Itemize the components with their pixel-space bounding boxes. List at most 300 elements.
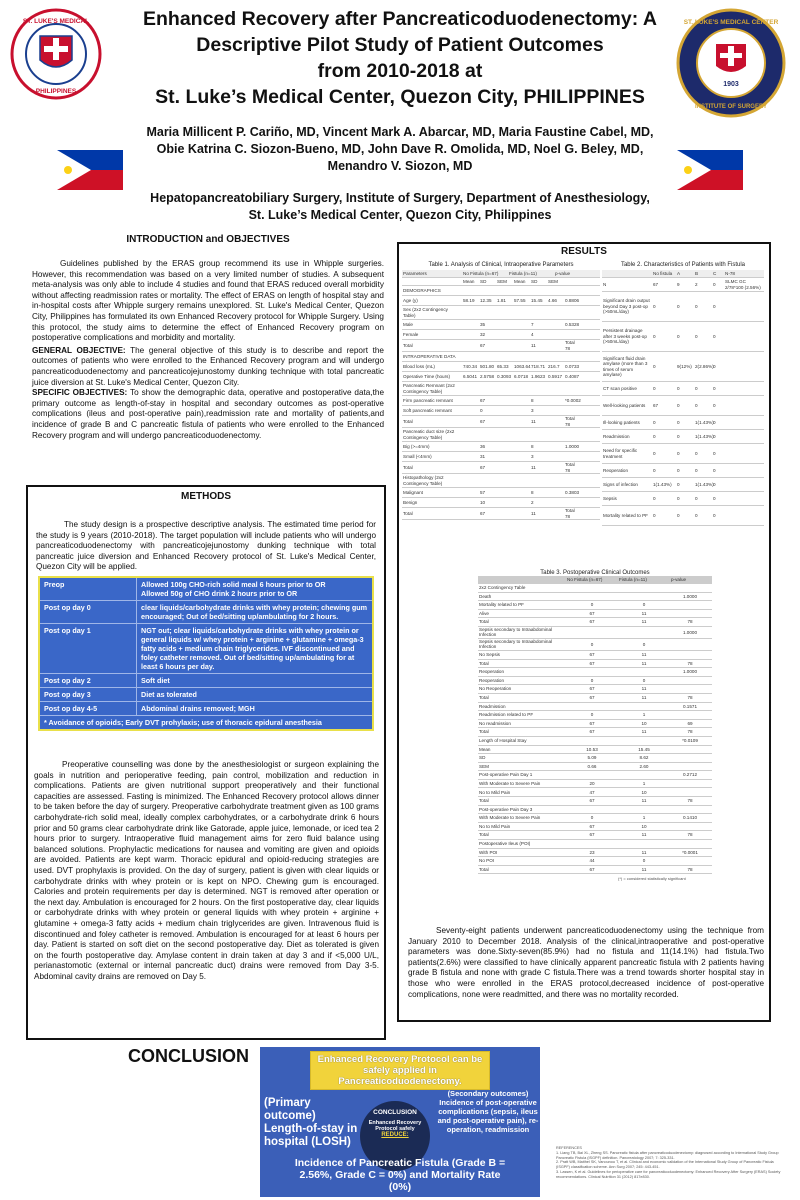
- table-cell: 11: [531, 464, 536, 470]
- protocol-text: Soft diet: [136, 674, 372, 687]
- table-cell: 8: [531, 489, 534, 495]
- table-cell: Big (>=4mm): [403, 443, 430, 449]
- table-cell: 10: [641, 789, 647, 795]
- table-row: [478, 618, 712, 627]
- table-2-title: Table 2. Characteristics of Patients with Fistula: [620, 262, 746, 268]
- table-cell: 0: [653, 419, 656, 425]
- table-cell: 10: [480, 499, 486, 505]
- table-cell: *0.0002: [565, 397, 581, 403]
- results-paragraph: Seventy-eight patients underwent pancreaticoduodenectomy using the technique from January 2010 to December 2018. Analysis of the clinical,intraoperative and post-operative parameters was done.Sixty-seven(85.9%) had no fistula and 11(14.1%) had fistula.Two patients(2.6%) were classified to have clinically apparent pancreatic fistula with 2 patients having grade B fistula and none with grade C fistula.There was a trend towards shorter hospital stay in those who were enrolled in the ERAS protocol,decreased incidence of post-operative complications, none were readmitted, and there was no mortality recorded.: [408, 926, 764, 999]
- title-line: from 2010-2018 at: [317, 60, 483, 82]
- table-row: [478, 788, 712, 797]
- table-cell: 0.1571: [682, 703, 698, 709]
- table-cell: 2: [695, 281, 698, 287]
- table-cell: 8: [531, 397, 534, 403]
- table-cell: 3: [531, 407, 534, 413]
- table-row: [402, 406, 600, 416]
- protocol-text: NGT out; clear liquids/carbohydrate drinks with whey protein or general liquids w/ whey protein + arginine + glutamine + omega-3 fatty acids + medium chain triglycerides. IVF discontinued and foley catheter removed. Out of bed/sitting up/ambulating for at least 6 hours per day.: [136, 624, 372, 673]
- table-cell: *0.0109: [682, 737, 698, 743]
- table-row: [602, 492, 764, 506]
- table-cell: 32: [480, 331, 486, 337]
- table-cell: 0: [590, 677, 594, 683]
- table-row: [402, 442, 600, 452]
- protocol-row: [40, 702, 372, 716]
- table-cell: 1.9623: [531, 373, 546, 379]
- table-row: [602, 322, 764, 352]
- table-cell: 501.80: [480, 363, 495, 369]
- table-subheader: [402, 278, 600, 286]
- table-cell: 11: [641, 652, 647, 658]
- table-row: [478, 639, 712, 651]
- table-3-note: (*) = considered statistically significant: [618, 876, 686, 882]
- table-cell: 0.5328: [565, 321, 580, 327]
- table-cell: No Sepsis: [479, 652, 500, 658]
- table-cell: 740.34: [463, 363, 478, 369]
- reference-item: 3. Lassen, K et al. Guidelines for perioperative care for pancreaticoduodenectomy: Enhanced Recovery After Surgery (ERAS) Society recommendations. Clinical Nutrition 31 (2012) 817e830.: [556, 1169, 781, 1179]
- table-subheader-cell: Mean: [514, 278, 526, 284]
- table-cell: 0.5917: [548, 373, 563, 379]
- protocol-day: Post op day 1: [44, 626, 91, 635]
- intro-paragraph: Guidelines published by the ERAS group recommend its use in Whipple surgeries. However, this recommendation was based on a very limited number of studies. A subsequent meta-analysis was only able to include 4 studies and found that ERAS reduced overall morbidity without affecting readmission rates or mortality. The effect of ERAS on length of hospital stay and in-hospital costs after Whipple surgery remains unexplored. St. Luke's Medical Center, Quezon City, Philippines has formulated its own Enhanced Recovery protocol for Whipple Surgery. Using this protocol, the study aims to determine the effect of Enhanced Recovery program on postoperative complications and morbidity and mortality.: [32, 259, 384, 343]
- table-cell: Total: [479, 729, 489, 735]
- table-cell: 78: [687, 832, 693, 838]
- table-cell: 0: [590, 815, 594, 821]
- author-line: Menandro V. Siozon, MD: [327, 159, 473, 173]
- table-cell: 11: [641, 866, 647, 872]
- table-cell: 78: [687, 729, 693, 735]
- table-cell: 0: [653, 433, 656, 439]
- table-cell: 44: [589, 858, 595, 864]
- table-cell: 1.0000: [682, 593, 698, 599]
- table-cell: 67: [589, 694, 595, 700]
- table-cell: 11: [641, 619, 647, 625]
- table-row: [402, 330, 600, 340]
- table-cell: Total 78: [565, 340, 575, 351]
- table-cell: 0: [677, 495, 680, 501]
- table-cell: 57.55: [514, 297, 526, 303]
- table-row: [478, 703, 712, 712]
- table-cell: 0: [653, 495, 656, 501]
- table-header: [402, 270, 600, 278]
- table-cell: Mortality related to PF: [603, 512, 648, 518]
- table-cell: N: [603, 281, 607, 287]
- table-cell: 0: [653, 385, 656, 391]
- table-row: [478, 728, 712, 737]
- table-cell: 0: [713, 419, 716, 425]
- table-row: [402, 286, 600, 296]
- table-cell: 57: [480, 489, 486, 495]
- table-cell: No Reoperation: [479, 686, 512, 692]
- protocol-day: Post op day 0: [44, 603, 91, 612]
- table-cell: Reoperation: [479, 677, 505, 683]
- table-header-cell: p-value: [555, 270, 571, 276]
- table-cell: 11: [531, 418, 536, 424]
- table-row: [478, 771, 712, 780]
- protocol-row: [40, 688, 372, 702]
- table-cell: 23: [589, 849, 595, 855]
- table-row: [402, 320, 600, 330]
- table-row: [478, 754, 712, 763]
- table-row: [602, 430, 764, 444]
- table-cell: Histopathology (2x2 Contingency Table): [403, 475, 444, 486]
- table-cell: 0: [695, 512, 698, 518]
- table-cell: Significant drain output beyond Day 3 post-op (>50mL/day): [603, 298, 650, 315]
- table-cell: 0: [713, 512, 716, 518]
- table-cell: Total: [403, 510, 413, 516]
- table-cell: With Moderate to Severe Pain: [479, 815, 541, 821]
- table-cell: 15.45: [638, 746, 650, 752]
- table-cell: 1: [642, 815, 646, 821]
- poster-title: [100, 6, 700, 110]
- table-cell: 0: [653, 303, 656, 309]
- table-row: [478, 866, 712, 875]
- table-cell: 78: [687, 619, 693, 625]
- conclusion-bottom: Incidence of Pancreatic Fistula (Grade B = 2.56%, Grade C = 0%) and Mortality Rate (0%): [294, 1157, 506, 1193]
- table-cell: 67: [589, 660, 595, 666]
- svg-text:INSTITUTE OF SURGERY: INSTITUTE OF SURGERY: [694, 104, 768, 110]
- table-cell: Total: [479, 866, 489, 872]
- table-cell: 5.09: [587, 755, 597, 761]
- general-objective-text: The general objective of this study is to describe and report the outcomes of patients who were enrolled to the Enhanced Recovery program and will undergo pancreaticoduodenectomy and pancreaticojejunostomy dunking technique with total pancreatic juice diversion at St. Luke's Medical Center, Quezon City.: [32, 345, 384, 387]
- table-row: [402, 396, 600, 406]
- table-cell: Total: [403, 464, 413, 470]
- table-row: [478, 651, 712, 660]
- table-cell: 67: [480, 342, 486, 348]
- intro-title: INTRODUCTION and OBJECTIVES: [126, 234, 290, 245]
- table-cell: Total 78: [565, 508, 575, 519]
- table-cell: INTRAOPERATIVE DATA: [403, 353, 456, 359]
- protocol-row: [40, 578, 372, 601]
- table-row: [402, 416, 600, 428]
- table-cell: 0: [590, 641, 594, 647]
- table-cell: 10: [641, 720, 647, 726]
- protocol-row: [40, 674, 372, 688]
- table-cell: Firm pancreatic remnant: [403, 397, 453, 403]
- protocol-text: clear liquids/carbohydrate drinks with whey protein; chewing gum encouraged; Out of bed/sitting up/ambulating for 2 hours.: [136, 601, 372, 623]
- table-header-cell: No fistula: [653, 270, 673, 276]
- table-row: [402, 340, 600, 352]
- table-cell: Total: [479, 798, 489, 804]
- table-row: [602, 478, 764, 492]
- table-row: [478, 685, 712, 694]
- table-cell: CT scan positive: [603, 385, 637, 391]
- affiliation-line: St. Luke’s Medical Center, Quezon City, Philippines: [248, 208, 552, 222]
- table-cell: Blood loss (mL): [403, 363, 435, 369]
- table-cell: Significant fluid drain amylase (more than 3 times of serum amylase): [603, 355, 648, 377]
- table-cell: 67: [480, 464, 486, 470]
- table-cell: 0: [695, 385, 698, 391]
- table-cell: Mortality related to PF: [479, 602, 524, 608]
- methods-title: METHODS: [181, 491, 231, 502]
- table-cell: Postoperative Ileus (POI): [479, 841, 531, 847]
- table-cell: Sepsis secondary to Intraabdominal Infection: [479, 638, 553, 650]
- table-cell: 0: [713, 450, 716, 456]
- table-cell: 1(1.43%): [695, 419, 714, 425]
- table-cell: 1.0000: [565, 443, 580, 449]
- table-cell: 1(1.43%): [653, 481, 672, 487]
- table-cell: Sepsis: [603, 495, 617, 501]
- center-body: Enhanced Recovery Protocol safely: [368, 1120, 422, 1132]
- table-cell: 78: [687, 866, 693, 872]
- table-cell: Total: [479, 832, 489, 838]
- reference-item: 1. Liang TB, Bai XL, Zheng SS. Pancreatic fistula after pancreaticoduodenectomy: diagnosed according to International Study Group Pancreatic Fistula (ISGPF) definition. Pancreatology 2007; 7: 325-331.: [556, 1150, 779, 1160]
- table-cell: 67: [589, 610, 595, 616]
- table-cell: 0: [677, 512, 680, 518]
- svg-text:ST. LUKE'S MEDICAL: ST. LUKE'S MEDICAL: [22, 18, 90, 25]
- table-cell: 0: [695, 495, 698, 501]
- reference-item: 2. Pratt WB, Maithel SK, Vanounou T, et al. Clinical and economic validation of the International Study Group of Pancreatic Fistula (ISGPF) classification scheme. Ann Surg 2007; 245: 443-451.: [556, 1160, 774, 1170]
- table-row: [402, 488, 600, 498]
- table-row: [402, 452, 600, 462]
- table-cell: 0.3093: [497, 373, 512, 379]
- table-cell: 11: [531, 510, 536, 516]
- table-row: [478, 849, 712, 858]
- table-cell: 67: [589, 619, 595, 625]
- table-cell: 0: [677, 303, 680, 309]
- table-row: [478, 720, 712, 729]
- table-cell: 0.2712: [682, 772, 698, 778]
- table-header: [602, 270, 764, 278]
- table-row: [402, 352, 600, 362]
- table-subheader-cell: SEM: [497, 278, 507, 284]
- table-row: [478, 857, 712, 866]
- table-cell: 10.53: [586, 746, 598, 752]
- table-cell: 216.7: [548, 363, 560, 369]
- methods-paragraph: The study design is a prospective descriptive analysis. The estimated time period for the study is 9 years (2010-2018). The target population will include patients who will undergo pancreaticoduodenectomy with pancreaticojejunostomy dunking technique with total pancreatic juice diversion and Enhanced Recovery protocol of St. Luke's Medical Center, Quezon City will be applied.: [36, 520, 376, 572]
- table-cell: Death: [479, 593, 492, 599]
- table-subheader-cell: SEM: [548, 278, 558, 284]
- general-objective-label: GENERAL OBJECTIVE:: [32, 345, 126, 355]
- table-cell: 1: [642, 780, 646, 786]
- table-cell: 0: [695, 303, 698, 309]
- center-reduce: REDUCE:: [381, 1132, 409, 1138]
- table-row: [478, 627, 712, 639]
- table-cell: Soft pancreatic remnant: [403, 407, 452, 413]
- protocol-row: [40, 624, 372, 674]
- table-cell: 4: [531, 331, 534, 337]
- table-cell: 78: [687, 660, 693, 666]
- table-cell: No to Mild Pain: [479, 823, 511, 829]
- table-cell: 67: [480, 418, 486, 424]
- table-row: [402, 382, 600, 396]
- table-cell: 0.3803: [565, 489, 580, 495]
- table-row: [402, 498, 600, 508]
- affiliation: [110, 190, 690, 224]
- table-cell: Sex (2x2 Contingency Table): [403, 307, 448, 318]
- table-cell: 8: [531, 443, 534, 449]
- table-cell: Length of Hospital Stay: [479, 737, 527, 743]
- table-row: [478, 840, 712, 849]
- references: [556, 1146, 781, 1180]
- svg-text:PHILIPPINES: PHILIPPINES: [35, 88, 77, 95]
- table-cell: 11: [531, 342, 536, 348]
- table-cell: Persistent drainage after 3 weeks post-op (>50mL/day): [603, 328, 647, 345]
- table-cell: Readmission related to PF: [479, 712, 534, 718]
- table-cell: 0: [713, 467, 716, 473]
- table-cell: 47: [589, 789, 595, 795]
- table-cell: 67: [480, 397, 486, 403]
- table-cell: 0: [677, 385, 680, 391]
- table-cell: 0.4087: [565, 373, 580, 379]
- protocol-day: Preop: [44, 580, 65, 589]
- table-cell: 0: [677, 467, 680, 473]
- table-cell: SD: [479, 755, 486, 761]
- table-cell: SEM: [479, 763, 489, 769]
- table-cell: Total 78: [565, 416, 575, 427]
- table-cell: 0: [677, 433, 680, 439]
- table-row: [602, 382, 764, 396]
- table-cell: 0: [677, 402, 680, 408]
- affiliation-line: Hepatopancreatobiliary Surgery, Institute of Surgery, Department of Anesthesiology,: [150, 191, 650, 205]
- table-row: [478, 797, 712, 806]
- table-cell: Post-operative Pain Day 3: [479, 806, 533, 812]
- table-cell: 20: [589, 780, 595, 786]
- table-subheader-cell: SD: [480, 278, 487, 284]
- table-cell: 0: [480, 407, 483, 413]
- table-1: [402, 262, 600, 520]
- table-cell: 4.66: [548, 297, 557, 303]
- table-row: [402, 462, 600, 474]
- table-cell: 67: [589, 720, 595, 726]
- table-cell: No to Mild Pain: [479, 789, 511, 795]
- methods-detail: [34, 760, 379, 984]
- table-row: [402, 372, 600, 382]
- table-cell: 1: [642, 712, 646, 718]
- protocol-day: Post op day 2: [44, 676, 91, 685]
- results-summary: [408, 926, 764, 1002]
- table-cell: 0.8806: [565, 297, 580, 303]
- table-cell: 9(12%): [677, 363, 692, 369]
- table-row: [602, 352, 764, 382]
- table-cell: 0: [713, 333, 716, 339]
- protocol-text: Abdominal drains removed; MGH: [136, 702, 372, 715]
- table-cell: 0: [642, 858, 646, 864]
- table-header-cell: No Fistula (n=67): [463, 270, 499, 276]
- table-cell: Pancreatic duct size (2x2 Contingency Table): [403, 429, 455, 440]
- table-header-cell: Fistula (n=11): [619, 576, 647, 582]
- table-3-title: Table 3. Postoperative Clinical Outcomes: [540, 570, 650, 576]
- table-row: [478, 610, 712, 619]
- table-cell: 0.1410: [682, 815, 698, 821]
- table-row: [402, 296, 600, 306]
- intro-section: [32, 234, 384, 441]
- table-row: [402, 508, 600, 520]
- table-cell: Male: [403, 321, 413, 327]
- table-cell: Total: [403, 342, 413, 348]
- table-header-cell: No Fistula (n=67): [567, 576, 603, 582]
- table-row: [402, 362, 600, 372]
- table-cell: 1.81: [497, 297, 506, 303]
- table-cell: 11: [641, 660, 647, 666]
- table-cell: 0: [713, 481, 716, 487]
- table-cell: With Moderate to Severe Pain: [479, 780, 541, 786]
- table-cell: 0: [677, 481, 680, 487]
- table-cell: 0: [695, 333, 698, 339]
- table-cell: 11: [641, 610, 647, 616]
- table-cell: 0: [653, 450, 656, 456]
- table-cell: 0: [695, 467, 698, 473]
- table-cell: 0: [642, 641, 646, 647]
- table-cell: 0: [677, 333, 680, 339]
- conclusion-graphic: [260, 1047, 540, 1197]
- table-cell: Small (<4mm): [403, 453, 432, 459]
- table-cell: 0: [713, 495, 716, 501]
- protocol-text: Diet as tolerated: [136, 688, 372, 701]
- table-cell: 31: [480, 453, 486, 459]
- methods-paragraph-2: Preoperative counselling was done by the anesthesiologist or surgeon explaining the goals in nutrition and perioperative feeding, pain control, mobilization and reduction in complications. Patients are given nutritional support preoperatively and their functional capacities are assessed. Fasting is minimized. The Enhanced Recovery protocol allows dinner to be taken before the day of surgery. Preoperative carbohydrate treatment given as 100 grams carbohydrate-rich solid meal, ideally complex carbohydrates, or a carbohydrate drink 6 hours prior and 50 grams clear carbohydrate drink like Gatorade, apple juice, lemonade, or iced tea 2 hours prior to surgery. Intraoperative fluid management aims for zero fluid balance using balanced solutions. Prophylactic medications for nausea and vomiting are given and opioids are avoided. Patients are kept warm. Thoracic epidural and opioid-reducing strategies are used. DVT prophylaxis is provided. On the day of surgery, patient is given with clear liquids or carbohydrate drinks with whey protein or is kept on NPO. Chewing gum is encouraged. Calories and protein requirements per day is determined. NGT is removed after operation or the next day. Ambulation is encouraged for 2 hours. On the first postoperative day, clear liquids or carbohydrate drinks with whey protein or general liquids with whey protein + arginine + glutamine + omega-3 fatty acids + medium chain triglycerides are given. Intravenous fluid is discontinued and foley catheter is removed. Ambulation is encouraged for at least 6 hours per day. Patient is started on soft diet on the second postoperative day. Diet as tolerated is given on the fourth postoperative day. Amylase content in drain taken at day 3 and if <5,000 U/L, perianastomotic (external or internal pancreatic duct) drains were removed from Day 3-5. Abdominal cavity drains are removed on Day 5.: [34, 760, 379, 981]
- table-row: [478, 601, 712, 610]
- table-cell: 0: [713, 402, 716, 408]
- table-cell: 2: [531, 499, 534, 505]
- table-row: [602, 416, 764, 430]
- table-row: [478, 763, 712, 772]
- table-row: [478, 831, 712, 840]
- table-cell: 11: [641, 686, 647, 692]
- table-cell: No readmission: [479, 720, 511, 726]
- table-cell: 2x2 Contingency Table: [479, 585, 526, 591]
- table-header-cell: A: [677, 270, 681, 276]
- table-row: [478, 677, 712, 686]
- table-2: [602, 262, 764, 526]
- table-cell: Well-looking patients: [603, 402, 646, 408]
- table-cell: Benign: [403, 499, 418, 505]
- table-cell: 6.0718: [514, 373, 529, 379]
- table-1-title: Table 1. Analysis of Clinical, Intraoperative Parameters: [428, 262, 574, 268]
- table-cell: 1(1.43%): [695, 481, 714, 487]
- protocol-day: Post op day 4-5: [44, 704, 98, 713]
- table-cell: 11: [641, 729, 647, 735]
- table-cell: 2(2.86%): [695, 363, 714, 369]
- table-cell: 0: [653, 363, 656, 369]
- table-header-cell: Fistula (n=11): [509, 270, 537, 276]
- svg-text:1903: 1903: [723, 81, 739, 88]
- table-cell: 1.0000: [682, 669, 698, 675]
- table-cell: 6.5041: [463, 373, 478, 379]
- table-header-cell: B: [695, 270, 699, 276]
- table-cell: Pancreatic Remnant (2x2 Contingency Table): [403, 383, 455, 394]
- title-line: Enhanced Recovery after Pancreaticoduodenectomy: A: [142, 8, 658, 30]
- table-cell: 15.45: [531, 297, 543, 303]
- table-header-cell: Parameters: [403, 270, 427, 276]
- table-cell: Reoperation: [603, 467, 629, 473]
- center-title: CONCLUSION: [373, 1109, 417, 1116]
- table-cell: 67: [589, 729, 595, 735]
- references-title: REFERENCES: [556, 1146, 582, 1150]
- table-cell: Mean: [479, 746, 491, 752]
- table-cell: 65.33: [497, 363, 509, 369]
- protocol-row: [40, 601, 372, 624]
- table-row: [602, 506, 764, 526]
- table-cell: 0: [653, 333, 656, 339]
- table-cell: 9: [677, 281, 680, 287]
- table-cell: 1063.64: [514, 363, 531, 369]
- table-cell: Total: [403, 418, 413, 424]
- table-cell: 0: [677, 450, 680, 456]
- table-cell: 78: [687, 694, 693, 700]
- table-cell: 36: [480, 443, 486, 449]
- table-cell: 1.0000: [682, 629, 698, 635]
- author-line: Obie Katrina C. Siozon-Bueno, MD, John Dave R. Omolida, MD, Noel G. Beley, MD,: [156, 142, 644, 156]
- table-cell: 69: [687, 720, 693, 726]
- table-cell: 1(1.43%): [695, 433, 714, 439]
- table-row: [478, 814, 712, 823]
- table-cell: 12.35: [480, 297, 492, 303]
- table-cell: 0: [653, 467, 656, 473]
- table-header: [478, 576, 712, 584]
- table-row: [602, 464, 764, 478]
- table-cell: 0: [677, 419, 680, 425]
- conclusion-title: CONCLUSION: [128, 1046, 249, 1066]
